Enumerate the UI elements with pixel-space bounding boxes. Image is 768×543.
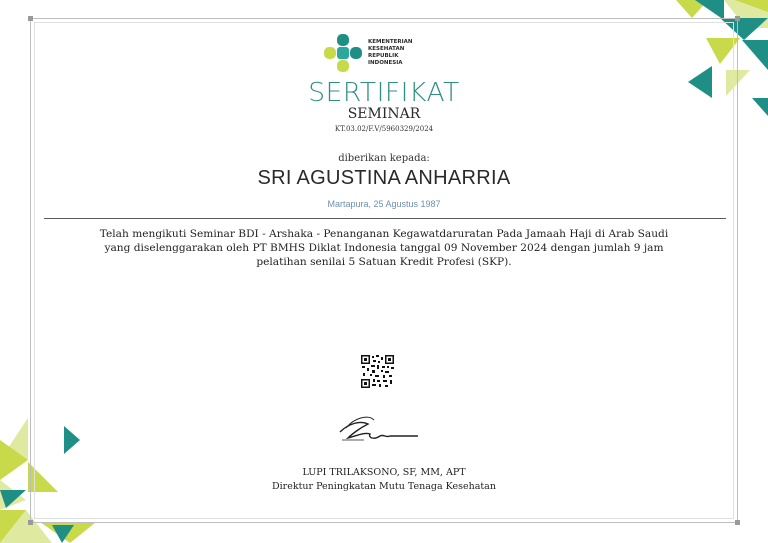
ministry-name	[368, 39, 413, 67]
logo-line: KESEHATAN	[368, 46, 405, 52]
body-line: yang diselenggarakan oleh PT BMHS Diklat Indonesia tanggal 09 November 2024 dengan jumlah 9 jam	[104, 242, 664, 254]
logo-line: INDONESIA	[368, 60, 403, 66]
corner-dot	[735, 520, 740, 525]
corner-dot	[28, 16, 33, 21]
corner-dot	[735, 16, 740, 21]
logo-line: REPUBLIK	[368, 53, 399, 59]
signer-name: LUPI TRILAKSONO, SF, MM, APT	[302, 467, 466, 478]
certificate-number: KT.03.02/F.V/5960329/2024	[334, 125, 434, 133]
signer-role: Direktur Peningkatan Mutu Tenaga Kesehatan	[272, 481, 496, 492]
recipient-name: SRI AGUSTINA ANHARRIA	[257, 167, 511, 189]
body-line: Telah mengikuti Seminar BDI - Arshaka - Penanganan Kegawatdaruratan Pada Jamaah Haji di Arab Saudi	[99, 228, 669, 240]
body-line: pelatihan senilai 5 Satuan Kredit Profesi (SKP).	[256, 256, 512, 268]
certificate-body	[80, 227, 688, 269]
birth-info: Martapura, 25 Agustus 1987	[327, 199, 441, 209]
divider	[44, 218, 726, 219]
ministry-logo	[322, 30, 442, 76]
certificate-title: SERTIFIKAT	[308, 78, 460, 108]
qr-code	[361, 355, 394, 388]
given-to-label: diberikan kepada:	[338, 153, 430, 164]
corner-dot	[28, 520, 33, 525]
kemenkes-flower-icon	[322, 32, 364, 74]
signature	[334, 414, 424, 448]
logo-line: KEMENTERIAN	[368, 39, 413, 45]
certificate-subtitle: SEMINAR	[347, 106, 421, 122]
